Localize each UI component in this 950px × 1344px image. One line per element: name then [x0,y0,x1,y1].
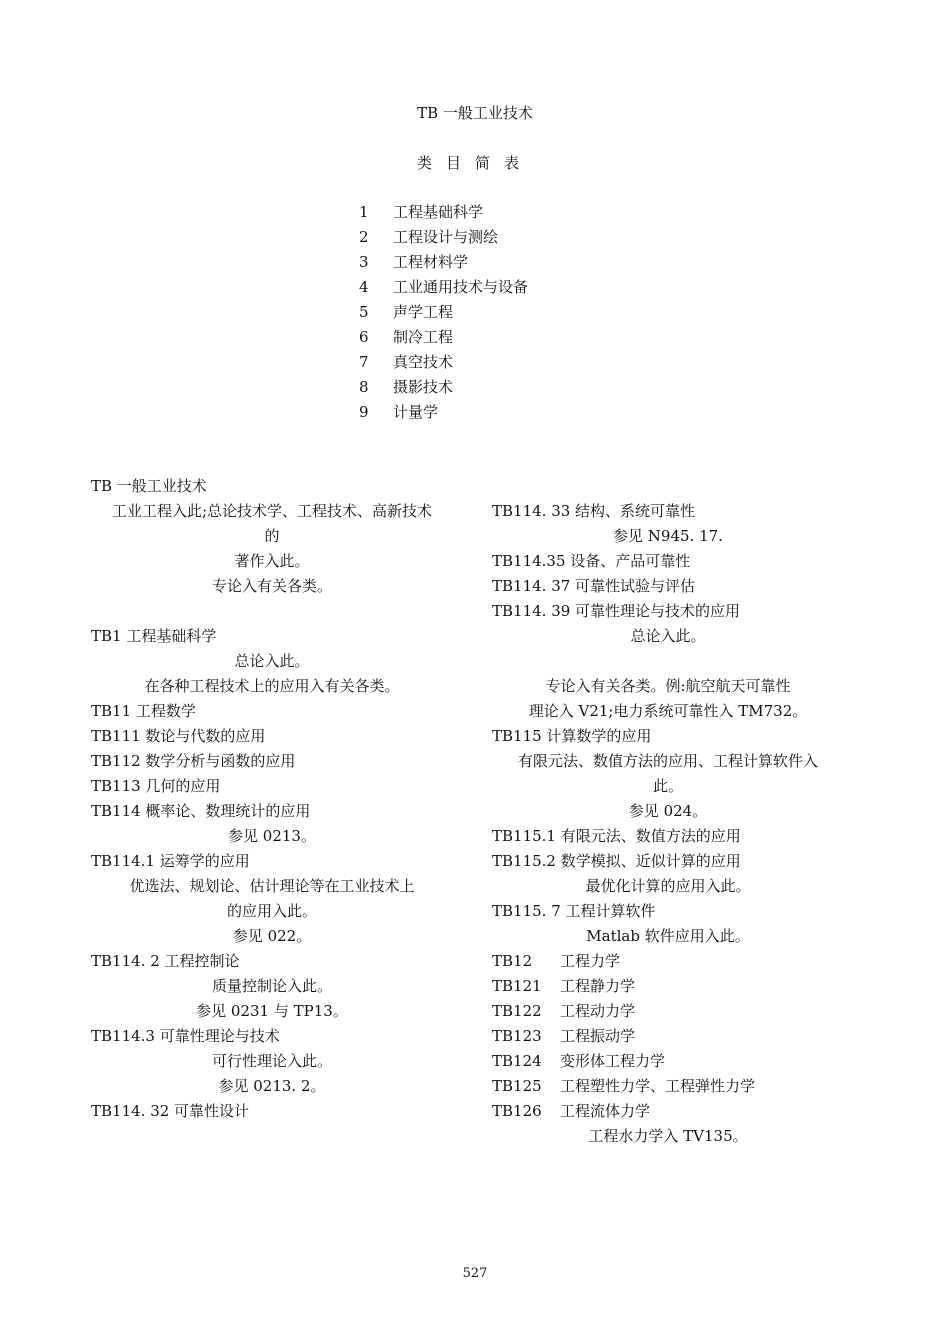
entry-note: 参见 024。 [628,802,708,820]
summary-item: 5 声学工程 [359,303,454,321]
summary-item: 1 工程基础科学 [359,203,484,221]
summary-item: 8 摄影技术 [359,378,454,396]
entry-heading: TB114.1 运筹学的应用 [91,852,250,870]
page-subtitle: 类目简表 [416,154,533,172]
entry-heading: TB125 工程塑性力学、工程弹性力学 [492,1077,756,1095]
entry-heading: TB126 工程流体力学 [492,1102,651,1120]
left-column [91,474,453,1124]
entry-note: 最优化计算的应用入此。 [585,877,751,895]
entry-note: 的 [264,527,280,545]
entry-note: 可行性理论入此。 [211,1052,332,1070]
entry-note: 总论入此。 [234,652,310,670]
summary-item: 6 制冷工程 [359,328,454,346]
entry-note: 工业工程入此;总论技术学、工程技术、高新技术 [111,502,433,520]
entry-heading: TB114. 32 可靠性设计 [91,1102,250,1120]
entry-note: 参见 0213. 2。 [218,1077,326,1095]
entry-note: 在各种工程技术上的应用入有关各类。 [144,677,400,695]
entry-note: 理论入 V21;电力系统可靠性入 TM732。 [528,702,808,720]
summary-item: 9 计量学 [359,403,439,421]
summary-item: 2 工程设计与测绘 [359,228,499,246]
entry-heading: TB1 工程基础科学 [91,627,217,645]
entry-heading: TB114. 2 工程控制论 [91,952,240,970]
entry-heading: TB 一般工业技术 [91,477,207,495]
entry-heading: TB114. 39 可靠性理论与技术的应用 [492,602,741,620]
entry-note: 专论入有关各类。例:航空航天可靠性 [545,677,791,695]
entry-note: 专论入有关各类。 [211,577,332,595]
entry-note: 有限元法、数值方法的应用、工程计算软件入 [517,752,818,770]
entry-note: 质量控制论入此。 [211,977,332,995]
summary-item: 4 工业通用技术与设备 [359,278,529,296]
entry-heading: TB115.2 数学模拟、近似计算的应用 [492,852,741,870]
entry-note: Matlab 软件应用入此。 [586,927,750,945]
entry-note: 参见 022。 [232,927,312,945]
entry-heading: TB114. 33 结构、系统可靠性 [492,502,696,520]
entry-note: 参见 0231 与 TP13。 [196,1002,348,1020]
entry-note: 工程水力学入 TV135。 [588,1127,748,1145]
entry-heading: TB113 几何的应用 [91,777,221,795]
entry-heading: TB121 工程静力学 [492,977,636,995]
entry-heading: TB11 工程数学 [91,702,196,720]
entry-note: 参见 N945. 17. [613,527,723,545]
entry-note: 优选法、规划论、估计理论等在工业技术上 [129,877,415,895]
entry-heading: TB115.1 有限元法、数值方法的应用 [492,827,741,845]
category-summary [359,200,528,425]
entry-note: 总论入此。 [630,627,706,645]
entry-note: 的应用入此。 [226,902,317,920]
entry-heading: TB115 计算数学的应用 [492,727,652,745]
entry-note: 参见 0213。 [228,827,316,845]
summary-item: 7 真空技术 [359,353,454,371]
entry-heading: TB115. 7 工程计算软件 [492,902,656,920]
entry-heading: TB114.35 设备、产品可靠性 [492,552,691,570]
entry-heading: TB122 工程动力学 [492,1002,636,1020]
entry-note: 此。 [652,777,683,795]
summary-item: 3 工程材料学 [359,253,469,271]
page-title: TB 一般工业技术 [417,104,533,122]
entry-heading: TB124 变形体工程力学 [492,1052,666,1070]
page-number: 527 [462,1266,488,1281]
entry-note: 著作入此。 [234,552,310,570]
entry-heading: TB123 工程振动学 [492,1027,636,1045]
entry-heading: TB114 概率论、数理统计的应用 [91,802,311,820]
entry-heading: TB114. 37 可靠性试验与评估 [492,577,696,595]
entry-heading: TB112 数学分析与函数的应用 [91,752,296,770]
right-column [492,499,844,1149]
entry-heading: TB114.3 可靠性理论与技术 [91,1027,280,1045]
entry-heading: TB12 工程力学 [492,952,621,970]
entry-heading: TB111 数论与代数的应用 [91,727,266,745]
